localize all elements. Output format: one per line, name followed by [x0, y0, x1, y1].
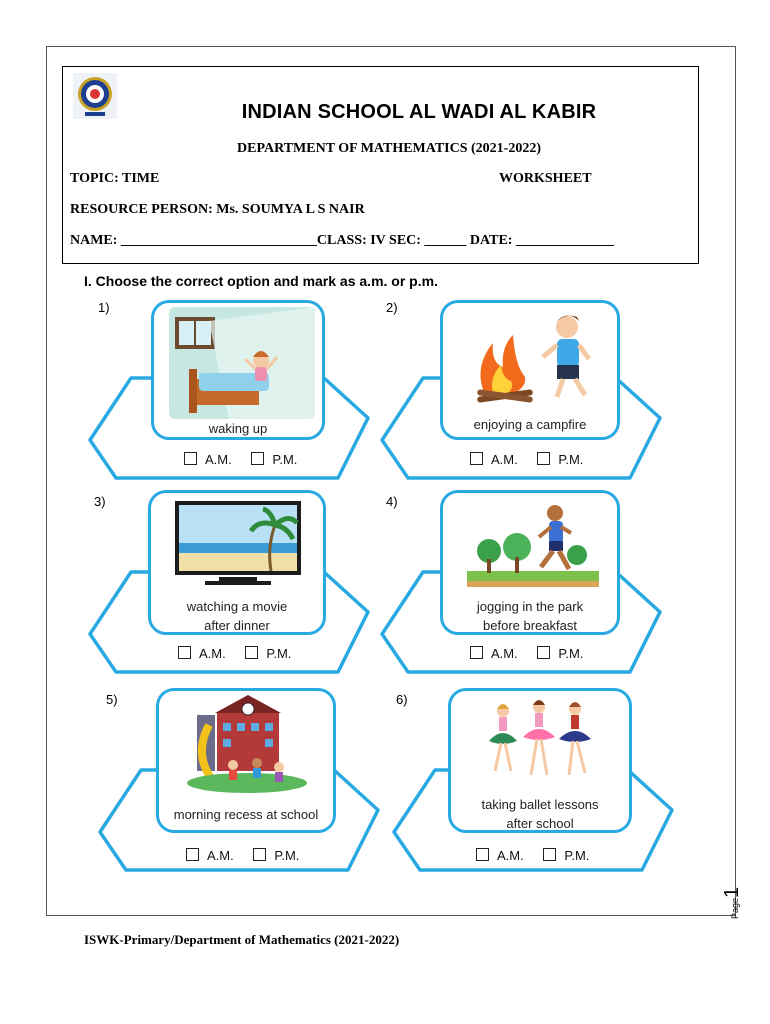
page-number: [714, 882, 744, 926]
question-item-3: [76, 490, 376, 680]
picture-card: [448, 688, 632, 833]
pm-checkbox[interactable]: [251, 452, 264, 465]
am-checkbox[interactable]: [470, 646, 483, 659]
activity-caption: jogging in the park before breakfast: [476, 599, 584, 633]
question-item-2: [368, 296, 668, 486]
item-number: 2): [386, 300, 398, 315]
picture-card: [156, 688, 336, 833]
pm-label: P.M.: [564, 848, 590, 863]
question-item-6: [380, 688, 680, 878]
activity-caption: taking ballet lessons after school: [481, 797, 599, 831]
item-number: 4): [386, 494, 398, 509]
item-number: 1): [98, 300, 110, 315]
picture-card: [440, 490, 620, 635]
am-label: A.M.: [491, 452, 518, 467]
am-label: A.M.: [207, 848, 234, 863]
am-pm-options: [178, 646, 291, 661]
question-item-1: [76, 296, 376, 486]
pm-label: P.M.: [266, 646, 292, 661]
am-checkbox[interactable]: [470, 452, 483, 465]
picture-card: [151, 300, 325, 440]
item-number: 3): [94, 494, 106, 509]
pm-checkbox[interactable]: [245, 646, 258, 659]
question-item-4: [368, 490, 668, 680]
am-label: A.M.: [205, 452, 232, 467]
department-title: DEPARTMENT OF MATHEMATICS (2021-2022): [237, 141, 542, 156]
page-label: Page: [730, 897, 740, 919]
am-pm-options: [470, 646, 583, 661]
page-number-value: 1: [721, 886, 743, 898]
activity-caption: watching a movie after dinner: [186, 599, 288, 633]
am-checkbox[interactable]: [186, 848, 199, 861]
name-class-date-line: NAME: ____________________________CLASS: IV SEC: ______ DATE: ______________: [70, 233, 614, 248]
am-label: A.M.: [497, 848, 524, 863]
picture-card: [148, 490, 326, 635]
ballet-dancers-illustration: [481, 695, 601, 791]
campfire-illustration: [463, 307, 603, 405]
item-number: 6): [396, 692, 408, 707]
question-item-5: [86, 688, 386, 878]
school-playground-illustration: [187, 695, 307, 793]
topic-label: TOPIC: TIME: [70, 171, 160, 186]
worksheet-label: WORKSHEET: [499, 171, 592, 186]
am-pm-options: [186, 848, 299, 863]
am-pm-options: [476, 848, 589, 863]
am-label: A.M.: [199, 646, 226, 661]
pm-label: P.M.: [274, 848, 300, 863]
pm-label: P.M.: [558, 646, 584, 661]
activity-caption: waking up: [208, 421, 268, 436]
am-checkbox[interactable]: [178, 646, 191, 659]
item-number: 5): [106, 692, 118, 707]
bedroom-wakeup-illustration: [169, 307, 315, 419]
pm-checkbox[interactable]: [543, 848, 556, 861]
am-pm-options: [470, 452, 583, 467]
tv-beach-illustration: [175, 501, 301, 591]
resource-person: RESOURCE PERSON: Ms. SOUMYA L S NAIR: [70, 202, 365, 217]
am-pm-options: [184, 452, 297, 467]
instruction: I. Choose the correct option and mark as a.m. or p.m.: [84, 273, 438, 289]
pm-checkbox[interactable]: [253, 848, 266, 861]
footer-text: ISWK-Primary/Department of Mathematics (2021-2022): [84, 932, 400, 947]
picture-card: [440, 300, 620, 440]
am-checkbox[interactable]: [184, 452, 197, 465]
am-label: A.M.: [491, 646, 518, 661]
pm-label: P.M.: [558, 452, 584, 467]
activity-caption: morning recess at school: [173, 807, 319, 822]
school-name: INDIAN SCHOOL AL WADI AL KABIR: [241, 101, 597, 123]
am-checkbox[interactable]: [476, 848, 489, 861]
activity-caption: enjoying a campfire: [473, 417, 587, 432]
pm-label: P.M.: [272, 452, 298, 467]
pm-checkbox[interactable]: [537, 646, 550, 659]
pm-checkbox[interactable]: [537, 452, 550, 465]
jogger-park-illustration: [467, 501, 599, 591]
